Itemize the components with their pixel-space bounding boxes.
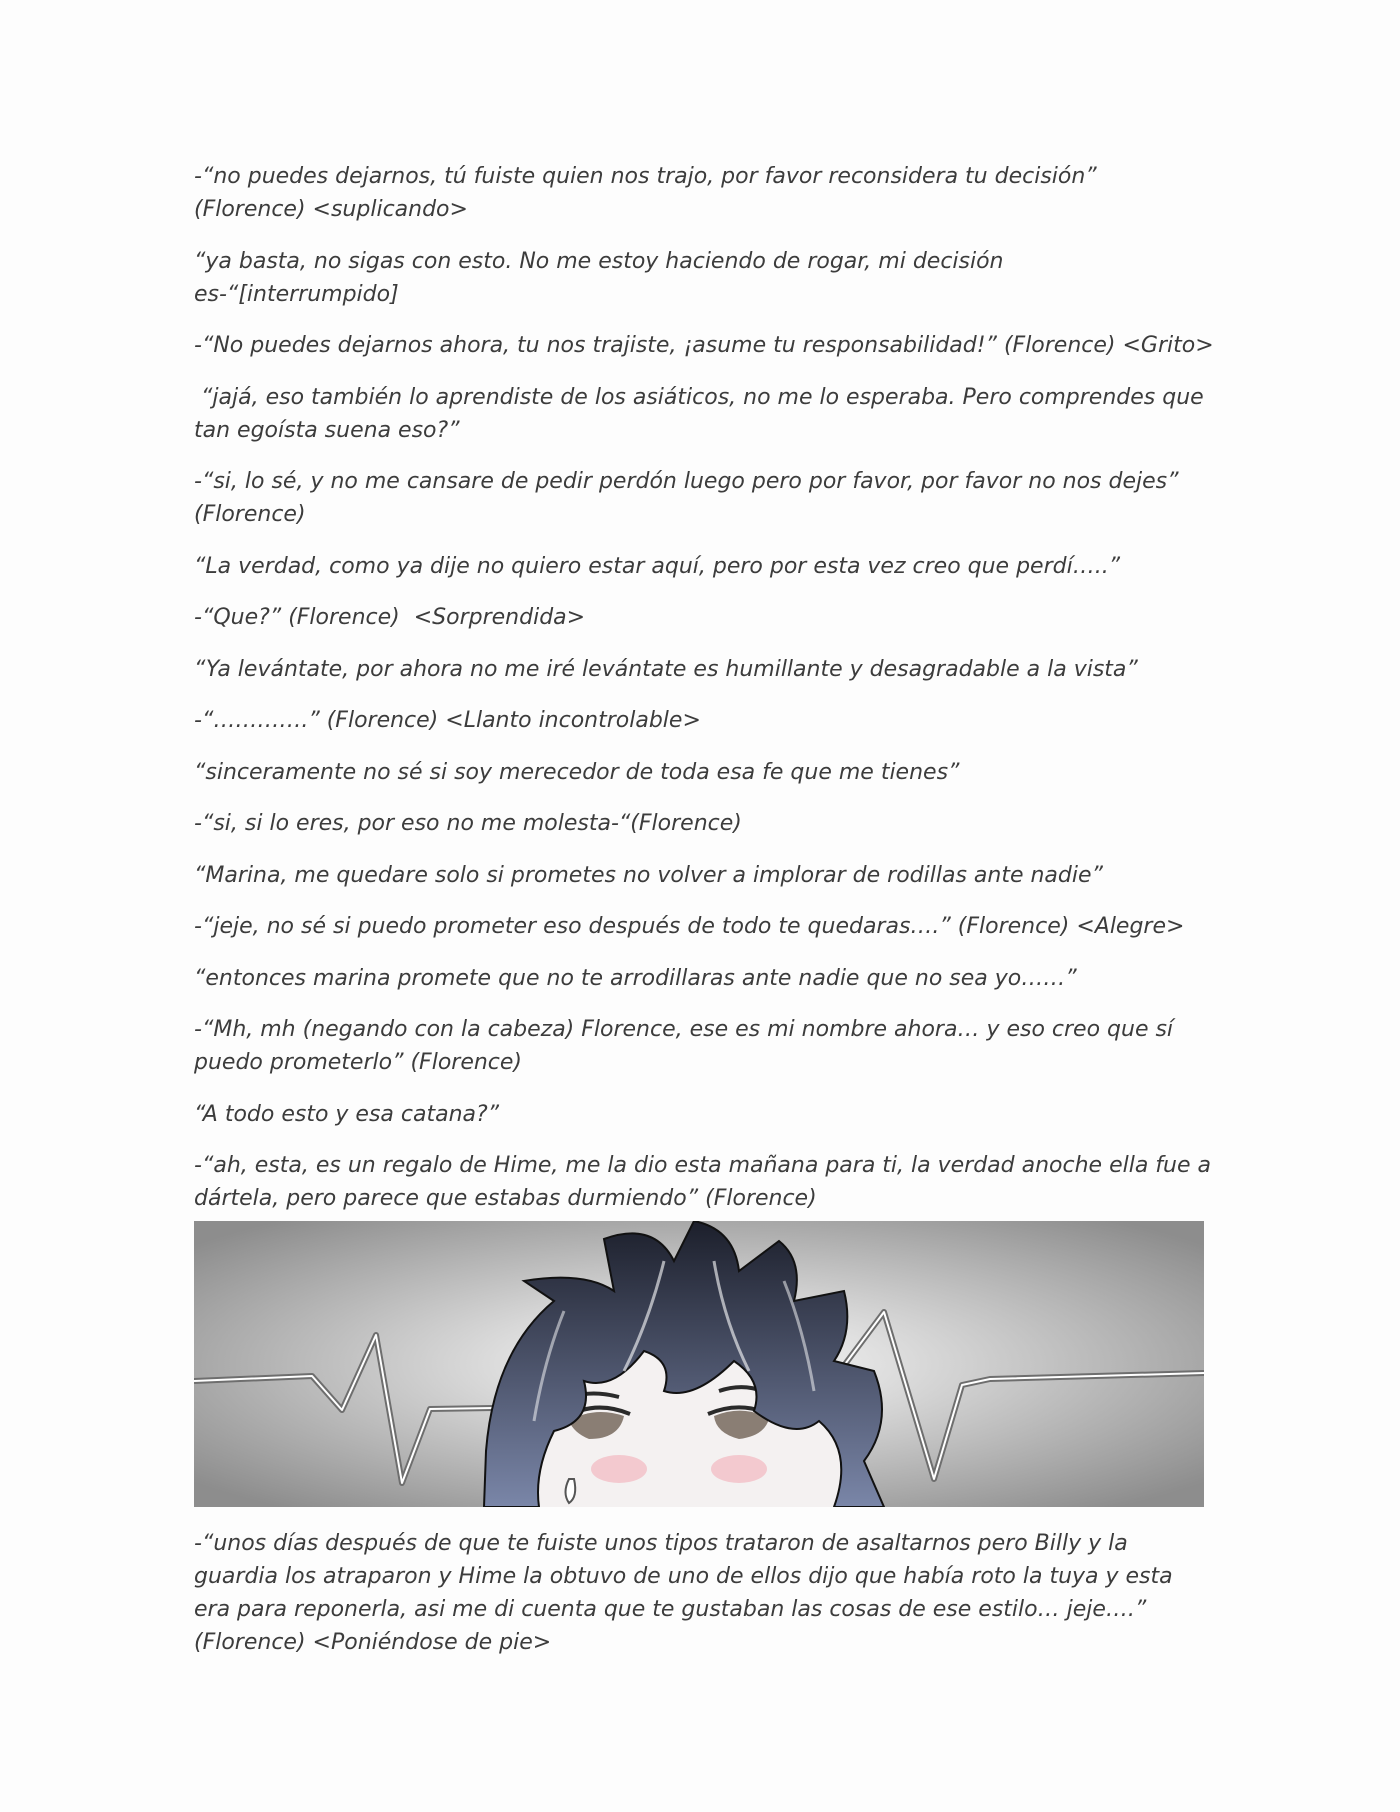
dialogue-paragraph: -“Mh, mh (negando con la cabeza) Florence, ese es mi nombre ahora… y eso creo que sí puedo prometerlo” (Florence) bbox=[194, 1017, 1181, 1075]
left-blush bbox=[591, 1455, 647, 1483]
dialogue-paragraph: “ya basta, no sigas con esto. No me estoy haciendo de rogar, mi decisión es-“[interrumpido] bbox=[194, 248, 1011, 307]
dialogue-paragraph: -“si, lo sé, y no me cansare de pedir perdón luego pero por favor, por favor no nos dejes” (Florence) bbox=[194, 469, 1186, 527]
dialogue-paragraph: “La verdad, como ya dije no quiero estar aquí, pero por esta vez creo que perdí…..” bbox=[194, 553, 1121, 579]
dialogue-paragraph: -“jeje, no sé si puedo prometer eso después de todo te quedaras….” (Florence) <Alegre> bbox=[194, 914, 1185, 939]
story-illustration bbox=[194, 1221, 1204, 1507]
dialogue-paragraph: -“ah, esta, es un regalo de Hime, me la dio esta mañana para ti, la verdad anoche ella fue a dártela, pero parece que estabas durmiendo” (Florence) bbox=[194, 1153, 1218, 1211]
dialogue-paragraph: -“No puedes dejarnos ahora, tu nos trajiste, ¡asume tu responsabilidad!” (Florence) <Grito> bbox=[194, 333, 1214, 358]
anime-illustration bbox=[194, 1221, 1204, 1507]
dialogue-paragraph: “jajá, eso también lo aprendiste de los asiáticos, no me lo esperaba. Pero comprendes que tan egoísta suena eso?” bbox=[194, 384, 1211, 443]
dialogue-paragraph: “A todo esto y esa catana?” bbox=[194, 1101, 500, 1127]
document-body bbox=[194, 160, 1218, 1285]
dialogue-paragraph: -“unos días después de que te fuiste unos tipos trataron de asaltarnos pero Billy y la guardia los atraparon y Hime la obtuvo de uno de ellos dijo que había roto la tuya y esta era para reponerla, asi me di cuenta que te gustaban las cosas de ese estilo… jeje….” (Florence) <Poniéndose de pie> bbox=[194, 1531, 1180, 1655]
dialogue-paragraph: -“………….” (Florence) <Llanto incontrolable> bbox=[194, 708, 701, 733]
dialogue-paragraph: “sinceramente no sé si soy merecedor de toda esa fe que me tienes” bbox=[194, 759, 960, 785]
dialogue-paragraph: “Marina, me quedare solo si prometes no volver a implorar de rodillas ante nadie” bbox=[194, 862, 1103, 888]
dialogue-paragraph: -“si, si lo eres, por eso no me molesta-“(Florence) bbox=[194, 811, 742, 836]
right-blush bbox=[711, 1455, 767, 1483]
dialogue-paragraph: -“Que?” (Florence) <Sorprendida> bbox=[194, 605, 586, 630]
dialogue-paragraph: -“no puedes dejarnos, tú fuiste quien nos trajo, por favor reconsidera tu decisión” (Florence) <suplicando> bbox=[194, 164, 1104, 222]
sweat-drop bbox=[566, 1479, 576, 1503]
dialogue-paragraph: “entonces marina promete que no te arrodillaras ante nadie que no sea yo……” bbox=[194, 965, 1077, 991]
document-body-continued bbox=[194, 1527, 1214, 1678]
dialogue-paragraph: “Ya levántate, por ahora no me iré levántate es humillante y desagradable a la vista” bbox=[194, 656, 1138, 682]
